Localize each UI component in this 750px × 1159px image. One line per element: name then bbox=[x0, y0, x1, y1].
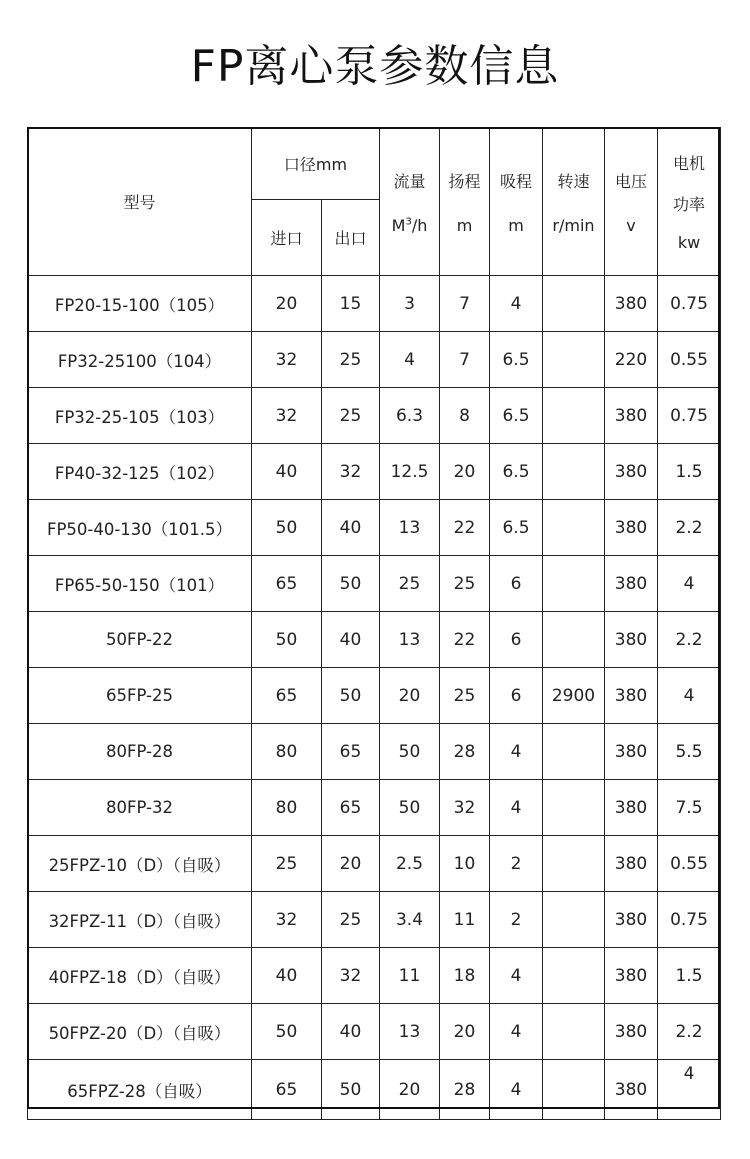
cell-speed bbox=[543, 1060, 605, 1120]
cell-head: 28 bbox=[440, 1060, 490, 1120]
cell-speed bbox=[543, 780, 605, 836]
header-speed bbox=[543, 128, 605, 276]
cell-head: 7 bbox=[440, 332, 490, 388]
cell-head: 22 bbox=[440, 612, 490, 668]
cell-suction: 6 bbox=[490, 612, 543, 668]
cell-speed bbox=[543, 444, 605, 500]
header-voltage bbox=[605, 128, 658, 276]
cell-outlet: 50 bbox=[322, 556, 380, 612]
cell-voltage: 380 bbox=[605, 780, 658, 836]
header-outlet: 出口 bbox=[322, 200, 380, 276]
cell-speed bbox=[543, 388, 605, 444]
cell-head: 25 bbox=[440, 556, 490, 612]
cell-outlet: 65 bbox=[322, 724, 380, 780]
cell-model: 40FPZ-18（D）（自吸） bbox=[28, 948, 252, 1004]
cell-inlet: 25 bbox=[252, 836, 322, 892]
cell-inlet: 80 bbox=[252, 724, 322, 780]
cell-flow: 13 bbox=[380, 1004, 440, 1060]
cell-power: 2.2 bbox=[658, 1004, 721, 1060]
cell-outlet: 25 bbox=[322, 388, 380, 444]
table-row bbox=[28, 892, 721, 948]
cell-speed bbox=[543, 892, 605, 948]
cell-inlet: 32 bbox=[252, 332, 322, 388]
cell-flow: 3.4 bbox=[380, 892, 440, 948]
table-row bbox=[28, 1004, 721, 1060]
cell-outlet: 20 bbox=[322, 836, 380, 892]
cell-model: FP65-50-150（101） bbox=[28, 556, 252, 612]
cell-voltage: 380 bbox=[605, 1060, 658, 1120]
cell-model: FP20-15-100（105） bbox=[28, 276, 252, 332]
cell-voltage: 380 bbox=[605, 836, 658, 892]
cell-outlet: 15 bbox=[322, 276, 380, 332]
cell-inlet: 32 bbox=[252, 388, 322, 444]
cell-power: 7.5 bbox=[658, 780, 721, 836]
cell-suction: 4 bbox=[490, 724, 543, 780]
header-inlet: 进口 bbox=[252, 200, 322, 276]
cell-flow: 13 bbox=[380, 500, 440, 556]
cell-outlet: 65 bbox=[322, 780, 380, 836]
cell-voltage: 380 bbox=[605, 276, 658, 332]
header-power-label-2: 功率 bbox=[672, 195, 705, 214]
table-row bbox=[28, 388, 721, 444]
cell-head: 8 bbox=[440, 388, 490, 444]
header-voltage-unit: v bbox=[626, 215, 636, 235]
cell-voltage: 380 bbox=[605, 500, 658, 556]
table-row bbox=[28, 948, 721, 1004]
table-row bbox=[28, 780, 721, 836]
cell-speed bbox=[543, 332, 605, 388]
cell-model: 80FP-28 bbox=[28, 724, 252, 780]
cell-speed: 2900 bbox=[543, 668, 605, 724]
cell-flow: 25 bbox=[380, 556, 440, 612]
cell-head: 25 bbox=[440, 668, 490, 724]
header-speed-label: 转速 bbox=[557, 171, 590, 191]
table-body bbox=[28, 276, 721, 1120]
cell-flow: 20 bbox=[380, 1060, 440, 1120]
cell-head: 28 bbox=[440, 724, 490, 780]
cell-outlet: 40 bbox=[322, 612, 380, 668]
cell-model: 50FPZ-20（D）（自吸） bbox=[28, 1004, 252, 1060]
header-speed-unit: r/min bbox=[552, 215, 595, 235]
header-flow-label: 流量 bbox=[393, 171, 426, 191]
cell-inlet: 50 bbox=[252, 500, 322, 556]
cell-speed bbox=[543, 1004, 605, 1060]
parameter-table bbox=[27, 127, 721, 1120]
cell-voltage: 380 bbox=[605, 388, 658, 444]
cell-flow: 4 bbox=[380, 332, 440, 388]
cell-voltage: 380 bbox=[605, 1004, 658, 1060]
cell-inlet: 40 bbox=[252, 444, 322, 500]
cell-inlet: 40 bbox=[252, 948, 322, 1004]
cell-head: 18 bbox=[440, 948, 490, 1004]
cell-head: 7 bbox=[440, 276, 490, 332]
cell-voltage: 380 bbox=[605, 556, 658, 612]
cell-inlet: 50 bbox=[252, 1004, 322, 1060]
cell-suction: 6 bbox=[490, 668, 543, 724]
cell-power: 1.5 bbox=[658, 948, 721, 1004]
cell-flow: 50 bbox=[380, 724, 440, 780]
header-bore: 口径mm bbox=[252, 128, 380, 200]
cell-flow: 3 bbox=[380, 276, 440, 332]
header-head-unit: m bbox=[456, 215, 473, 235]
cell-inlet: 20 bbox=[252, 276, 322, 332]
table-row bbox=[28, 612, 721, 668]
cell-inlet: 65 bbox=[252, 1060, 322, 1120]
cell-inlet: 50 bbox=[252, 612, 322, 668]
cell-model: FP40-32-125（102） bbox=[28, 444, 252, 500]
cell-voltage: 380 bbox=[605, 612, 658, 668]
cell-inlet: 65 bbox=[252, 668, 322, 724]
cell-model: FP32-25100（104） bbox=[28, 332, 252, 388]
table-row bbox=[28, 724, 721, 780]
cell-outlet: 25 bbox=[322, 892, 380, 948]
cell-suction: 4 bbox=[490, 948, 543, 1004]
cell-speed bbox=[543, 724, 605, 780]
cell-power: 0.55 bbox=[658, 836, 721, 892]
header-suction-label: 吸程 bbox=[499, 171, 532, 191]
cell-inlet: 80 bbox=[252, 780, 322, 836]
header-model: 型号 bbox=[28, 128, 252, 276]
cell-speed bbox=[543, 612, 605, 668]
cell-outlet: 32 bbox=[322, 948, 380, 1004]
cell-power: 2.2 bbox=[658, 612, 721, 668]
header-flow bbox=[380, 128, 440, 276]
cell-model: 80FP-32 bbox=[28, 780, 252, 836]
cell-head: 22 bbox=[440, 500, 490, 556]
cell-suction: 4 bbox=[490, 1004, 543, 1060]
header-suction-unit: m bbox=[508, 215, 524, 235]
cell-model: FP50-40-130（101.5） bbox=[28, 500, 252, 556]
cell-power: 5.5 bbox=[658, 724, 721, 780]
cell-power: 4 bbox=[658, 556, 721, 612]
cell-suction: 6.5 bbox=[490, 332, 543, 388]
cell-head: 20 bbox=[440, 444, 490, 500]
table-row bbox=[28, 556, 721, 612]
cell-head: 20 bbox=[440, 1004, 490, 1060]
header-flow-unit: $M^3/h$ bbox=[391, 215, 428, 235]
cell-flow: 6.3 bbox=[380, 388, 440, 444]
header-power-label-1: 电机 bbox=[672, 154, 705, 173]
table-row bbox=[28, 668, 721, 724]
cell-voltage: 380 bbox=[605, 892, 658, 948]
cell-flow: 11 bbox=[380, 948, 440, 1004]
header-suction bbox=[490, 128, 543, 276]
cell-outlet: 40 bbox=[322, 500, 380, 556]
cell-voltage: 380 bbox=[605, 668, 658, 724]
cell-outlet: 25 bbox=[322, 332, 380, 388]
cell-power: 0.75 bbox=[658, 388, 721, 444]
cell-suction: 6 bbox=[490, 556, 543, 612]
cell-speed bbox=[543, 836, 605, 892]
cell-inlet: 65 bbox=[252, 556, 322, 612]
cell-voltage: 380 bbox=[605, 444, 658, 500]
table-row bbox=[28, 332, 721, 388]
cell-power: 0.75 bbox=[658, 892, 721, 948]
cell-inlet: 32 bbox=[252, 892, 322, 948]
cell-outlet: 50 bbox=[322, 668, 380, 724]
cell-suction: 6.5 bbox=[490, 388, 543, 444]
cell-power: 2.2 bbox=[658, 500, 721, 556]
cell-power: 0.75 bbox=[658, 276, 721, 332]
cell-outlet: 40 bbox=[322, 1004, 380, 1060]
cell-suction: 6.5 bbox=[490, 444, 543, 500]
cell-suction: 2 bbox=[490, 836, 543, 892]
cell-suction: 4 bbox=[490, 780, 543, 836]
cell-power: 4 bbox=[658, 668, 721, 724]
table-row bbox=[28, 500, 721, 556]
cell-model: 25FPZ-10（D）（自吸） bbox=[28, 836, 252, 892]
header-head-label: 扬程 bbox=[448, 171, 481, 191]
cell-head: 32 bbox=[440, 780, 490, 836]
cell-speed bbox=[543, 556, 605, 612]
cell-flow: 12.5 bbox=[380, 444, 440, 500]
cell-flow: 2.5 bbox=[380, 836, 440, 892]
cell-model: 50FP-22 bbox=[28, 612, 252, 668]
header-voltage-label: 电压 bbox=[614, 171, 647, 191]
cell-flow: 13 bbox=[380, 612, 440, 668]
cell-model: 65FP-25 bbox=[28, 668, 252, 724]
cell-head: 10 bbox=[440, 836, 490, 892]
cell-flow: 20 bbox=[380, 668, 440, 724]
cell-speed bbox=[543, 500, 605, 556]
cell-outlet: 50 bbox=[322, 1060, 380, 1120]
cell-voltage: 380 bbox=[605, 948, 658, 1004]
cell-model: FP32-25-105（103） bbox=[28, 388, 252, 444]
table-row bbox=[28, 276, 721, 332]
table-row bbox=[28, 836, 721, 892]
cell-voltage: 380 bbox=[605, 724, 658, 780]
header-row-top bbox=[28, 128, 721, 200]
cell-voltage: 220 bbox=[605, 332, 658, 388]
cell-suction: 4 bbox=[490, 276, 543, 332]
table-row bbox=[28, 444, 721, 500]
cell-suction: 2 bbox=[490, 892, 543, 948]
cell-speed bbox=[543, 948, 605, 1004]
cell-speed bbox=[543, 276, 605, 332]
cell-power: 0.55 bbox=[658, 332, 721, 388]
header-power-unit: kw bbox=[677, 233, 701, 252]
table-row bbox=[28, 1060, 721, 1120]
cell-outlet: 32 bbox=[322, 444, 380, 500]
cell-suction: 6.5 bbox=[490, 500, 543, 556]
cell-power: 1.5 bbox=[658, 444, 721, 500]
cell-model: 65FPZ-28（自吸） bbox=[28, 1060, 252, 1120]
cell-suction: 4 bbox=[490, 1060, 543, 1120]
cell-head: 11 bbox=[440, 892, 490, 948]
header-power bbox=[658, 128, 721, 276]
cell-power: 4 bbox=[658, 1060, 721, 1120]
page-title: FP离心泵参数信息 bbox=[190, 41, 560, 92]
cell-flow: 50 bbox=[380, 780, 440, 836]
cell-model: 32FPZ-11（D）（自吸） bbox=[28, 892, 252, 948]
header-head bbox=[440, 128, 490, 276]
